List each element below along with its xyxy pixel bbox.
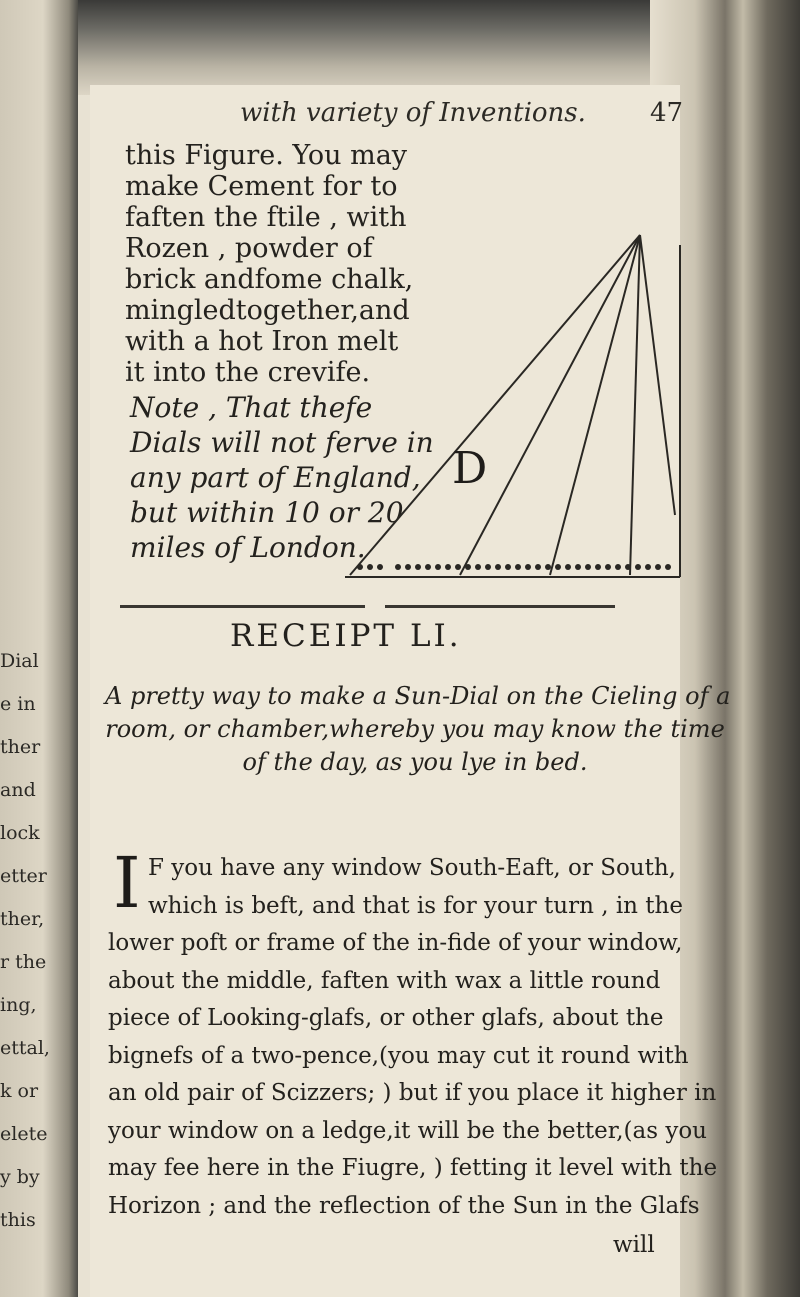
paragraph-line: may fee here in the Fiugre, ) fetting it level with the [108, 1155, 718, 1181]
section-subtitle [105, 680, 731, 779]
text-line: but within 10 or 20 [130, 496, 404, 529]
fragment: Dial [0, 650, 39, 672]
paragraph-line: piece of Looking-glafs, or other glafs, about the [108, 1005, 664, 1031]
fragment: lock [0, 822, 40, 844]
paragraph-line: Horizon ; and the reflection of the Sun in the Glafs [108, 1192, 700, 1219]
running-head: with variety of Inventions. [240, 98, 586, 128]
fragment: r the [0, 951, 47, 973]
figure-line [550, 235, 640, 575]
text-line: Note , That thefe [130, 391, 373, 424]
dial-figure [340, 215, 690, 595]
dial-dot-row [357, 564, 671, 570]
receipt-paragraph [108, 842, 718, 1225]
text-line: any part of England, [130, 461, 421, 494]
subtitle-line: room, or chamber,whereby you may know the time [105, 715, 725, 743]
text-line: with a hot Iron melt [125, 326, 399, 357]
fragment: ettal, [0, 1037, 50, 1059]
paragraph-line: an old pair of Scizzers; ) but if you place it higher in [108, 1080, 717, 1106]
facing-page-text-fragments [0, 640, 70, 1242]
section-heading: RECEIPT LI. [230, 618, 462, 654]
figure-line [350, 235, 640, 575]
text-line: Rozen , powder of [125, 233, 373, 264]
text-line: it into the crevife. [125, 357, 371, 388]
figure-line [460, 235, 640, 575]
paragraph-line: F you have any window South-Eaft, or South, [148, 855, 676, 881]
fragment: etter [0, 865, 47, 887]
fragment: and [0, 779, 36, 801]
paragraph-line: about the middle, faften with wax a little round [108, 967, 661, 994]
text-line: this Figure. You may [125, 140, 408, 171]
fragment: ing, [0, 994, 37, 1016]
drop-cap: I [113, 842, 141, 924]
text-line: mingledtogether,and [125, 295, 410, 326]
figure-line [630, 235, 640, 575]
fragment: k or [0, 1080, 39, 1102]
text-line: brick andfome chalk, [125, 264, 414, 295]
fragment: ther, [0, 908, 45, 930]
paragraph-line: lower poft or frame of the in-fide of your window, [108, 930, 683, 956]
fragment: e in [0, 693, 36, 715]
text-line: faften the ftile , with [125, 202, 407, 233]
page-number: 47 [650, 98, 684, 128]
fragment: ther [0, 736, 41, 758]
figure-line [640, 235, 675, 515]
text-line: miles of London. [130, 531, 366, 564]
paragraph-line: bignefs of a two-pence,(you may cut it round with [108, 1042, 689, 1069]
fragment: this [0, 1209, 36, 1231]
section-rule-right [385, 605, 615, 608]
text-line: Dials will not ferve in [130, 426, 434, 459]
fragment: y by [0, 1166, 40, 1188]
subtitle-line: A pretty way to make a Sun-Dial on the Cieling of a [105, 682, 731, 710]
figure-letter: D [452, 443, 488, 494]
subtitle-line: of the day, as you lye in bed. [242, 748, 588, 776]
fragment: elete [0, 1123, 48, 1145]
section-rule-left [120, 605, 365, 608]
paragraph-line: which is beft, and that is for your turn , in the [148, 892, 683, 919]
paragraph-line: your window on a ledge,it will be the better,(as you [108, 1117, 707, 1144]
text-line: make Cement for to [125, 171, 398, 202]
catchword: will [613, 1232, 655, 1258]
